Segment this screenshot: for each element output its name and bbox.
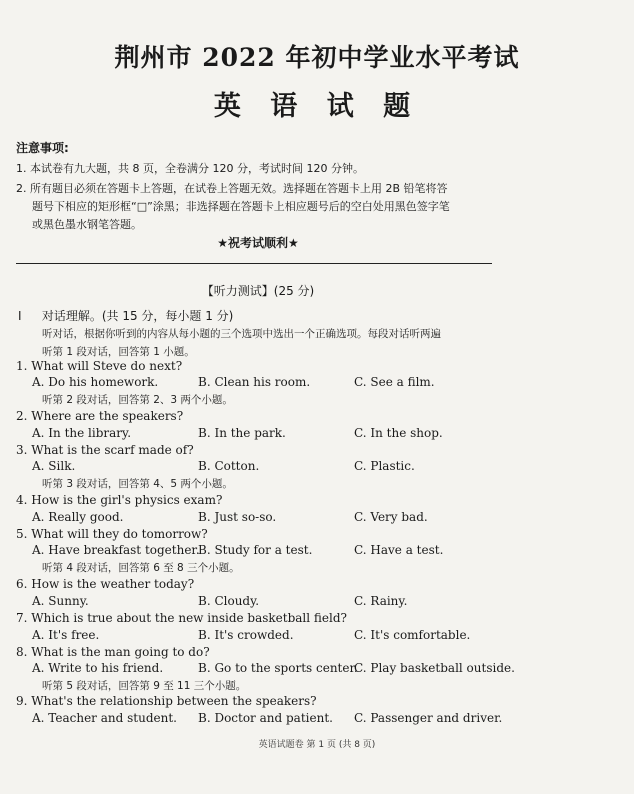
question-text: 7. Which is true about the new inside basketball field? (16, 611, 347, 625)
notes-heading: 注意事项: (16, 141, 69, 155)
option-b: B. Doctor and patient. (198, 711, 333, 725)
option-a: A. Do his homework. (32, 375, 159, 389)
option-a: A. Sunny. (32, 594, 89, 608)
note-line: 或黑色墨水钢笔答题。 (32, 218, 142, 231)
question-text: 3. What is the scarf made of? (16, 443, 194, 457)
option-c: C. Play basketball outside. (354, 661, 515, 675)
sub-instruction: 听第 4 段对话，回答第 6 至 8 三个小题。 (42, 562, 240, 574)
note-line: 2. 所有题目必须在答题卡上答题，在试卷上答题无效。选择题在答题卡上用 2B 铅笔将答 (16, 182, 448, 195)
option-b: B. Clean his room. (198, 375, 311, 389)
part-title: 对话理解。(共 15 分，每小题 1 分) (41, 309, 234, 323)
option-a: A. It's free. (32, 628, 100, 642)
question-text: 4. How is the girl's physics exam? (16, 493, 223, 507)
question-text: 1. What will Steve do next? (16, 359, 183, 373)
instruction-line: 听对话，根据你听到的内容从每小题的三个选项中选出一个正确选项。每段对话听两遍 (42, 328, 441, 340)
sub-instruction: 听第 5 段对话，回答第 9 至 11 三个小题。 (42, 680, 247, 692)
option-a: A. In the library. (32, 426, 132, 440)
option-c: C. It's comfortable. (354, 628, 471, 642)
option-c: C. Rainy. (354, 594, 408, 608)
instruction-line: 听第 1 段对话，回答第 1 小题。 (42, 346, 195, 358)
section-title: 【听力测试】(25 分) (201, 284, 315, 298)
sub-instruction: 听第 2 段对话，回答第 2、3 两个小题。 (42, 394, 233, 406)
note-line: 1. 本试卷有九大题，共 8 页，全卷满分 120 分，考试时间 120 分钟。 (16, 162, 364, 175)
option-a: A. Teacher and student. (32, 711, 177, 725)
option-b: B. Just so-so. (198, 510, 277, 524)
exam-title: 荆州市 2022 年初中学业水平考试 (114, 43, 520, 72)
part-heading (18, 307, 233, 324)
option-b: B. Cloudy. (198, 594, 260, 608)
part-number: Ⅰ (18, 309, 22, 323)
option-b: B. Go to the sports center. (198, 661, 358, 675)
note-line: 题号下相应的矩形框“□”涂黑；非选择题在答题卡上相应题号后的空白处用黑色签字笔 (32, 200, 450, 213)
question-text: 2. Where are the speakers? (16, 409, 184, 423)
option-a: A. Have breakfast together. (32, 543, 200, 557)
option-c: C. Plastic. (354, 459, 415, 473)
page-footer: 英语试题卷 第 1 页 (共 8 页) (258, 740, 376, 750)
option-b: B. In the park. (198, 426, 286, 440)
question-text: 8. What is the man going to do? (16, 645, 210, 659)
good-luck-text: ★祝考试顺利★ (217, 236, 299, 250)
subject-title: 英 语 试 题 (213, 91, 421, 122)
option-b: B. It's crowded. (198, 628, 294, 642)
option-a: A. Silk. (32, 459, 76, 473)
divider-line (16, 263, 492, 264)
option-b: B. Study for a test. (198, 543, 313, 557)
option-b: B. Cotton. (198, 459, 260, 473)
question-text: 6. How is the weather today? (16, 577, 195, 591)
option-c: C. See a film. (354, 375, 435, 389)
option-c: C. In the shop. (354, 426, 443, 440)
sub-instruction: 听第 3 段对话，回答第 4、5 两个小题。 (42, 478, 233, 490)
option-c: C. Passenger and driver. (354, 711, 503, 725)
option-c: C. Have a test. (354, 543, 444, 557)
option-a: A. Write to his friend. (32, 661, 164, 675)
option-a: A. Really good. (32, 510, 124, 524)
question-text: 5. What will they do tomorrow? (16, 527, 208, 541)
option-c: C. Very bad. (354, 510, 428, 524)
question-text: 9. What's the relationship between the speakers? (16, 694, 317, 708)
